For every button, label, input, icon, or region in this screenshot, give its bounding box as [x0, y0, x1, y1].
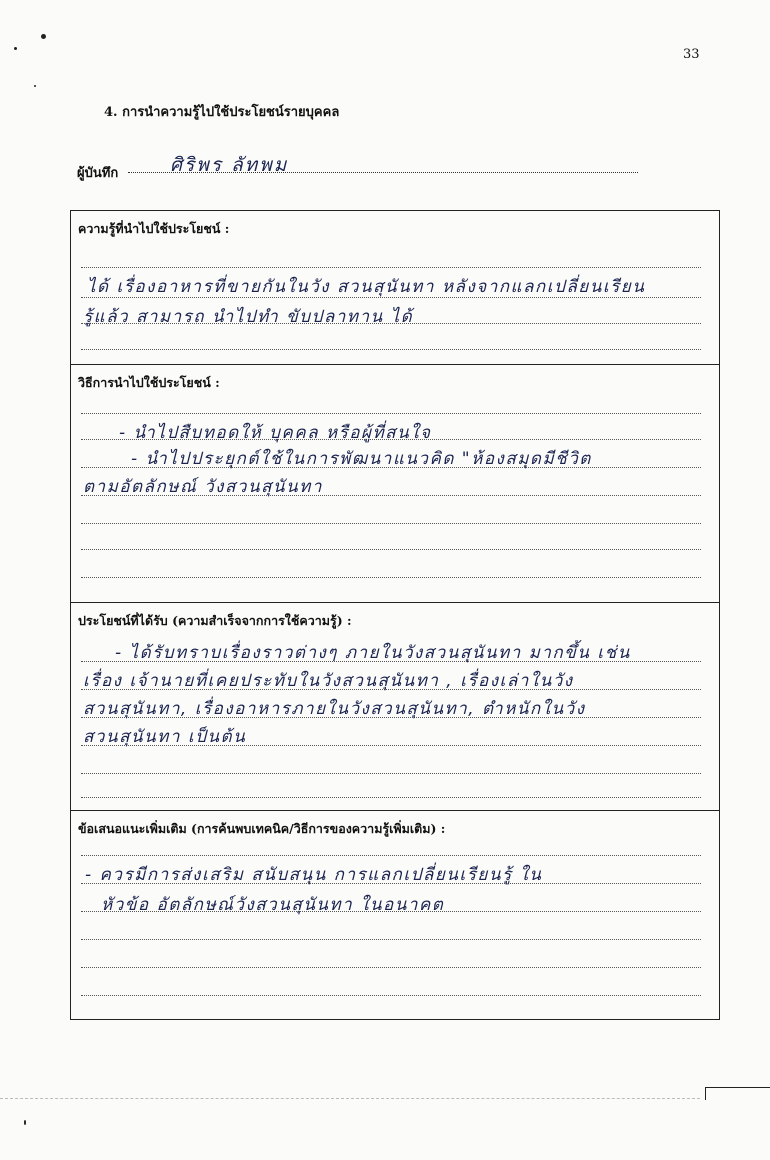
scan-speck — [14, 47, 17, 50]
recorder-label: ผู้บันทึก — [77, 166, 119, 181]
section-label: ประโยชน์ที่ได้รับ (ความสำเร็จจากการใช้ความรู้) : — [78, 613, 352, 628]
section-usage-method — [71, 365, 719, 603]
scan-speck — [24, 1120, 26, 1125]
handwritten-line: ได้ เรื่องอาหารที่ขายกันในวัง สวนสุนันทา หลังจากแลกเปลี่ยนเรียน — [87, 277, 646, 297]
dotted-line — [81, 967, 701, 968]
section-suggestions — [71, 811, 719, 1018]
scan-corner-mark — [705, 1087, 770, 1100]
handwritten-line: สวนสุนันทา, เรื่องอาหารภายในวังสวนสุนันทา, ตำหนักในวัง — [83, 699, 586, 719]
dotted-line — [81, 797, 701, 798]
recorder-name: ศิริพร ลัทพม — [170, 154, 289, 176]
handwritten-line: รู้แล้ว สามารถ นำไปทำ ขับปลาทาน ได้ — [83, 307, 414, 327]
dotted-line — [81, 267, 701, 268]
scan-edge-line — [0, 1098, 700, 1099]
scan-speck — [41, 34, 46, 39]
handwritten-line: - นำไปสืบทอดให้ บุคคล หรือผู้ที่สนใจ — [119, 423, 432, 443]
dotted-line — [81, 523, 701, 524]
section-label: วิธีการนำไปใช้ประโยชน์ : — [78, 375, 220, 390]
dotted-line — [81, 349, 701, 350]
handwritten-line: เรื่อง เจ้านายที่เคยประทับในวังสวนสุนันทา , เรื่องเล่าในวัง — [83, 671, 574, 691]
dotted-line — [81, 773, 701, 774]
section-label: ความรู้ที่นำไปใช้ประโยชน์ : — [78, 221, 230, 236]
dotted-line — [81, 413, 701, 414]
handwritten-line: สวนสุนันทา เป็นต้น — [83, 727, 247, 747]
page-number: 33 — [683, 47, 700, 62]
handwritten-line: - ควรมีการส่งเสริม สนับสนุน การแลกเปลี่ยนเรียนรู้ ใน — [85, 865, 543, 885]
knowledge-usage-form — [70, 210, 720, 1020]
section-knowledge-used — [71, 211, 719, 365]
handwritten-line: หัวข้อ อัตลักษณ์วังสวนสุนันทา ในอนาคต — [101, 895, 445, 915]
section-label: ข้อเสนอแนะเพิ่มเติม (การค้นพบเทคนิค/วิธีการของความรู้เพิ่มเติม) : — [78, 821, 446, 836]
handwritten-line: - ได้รับทราบเรื่องราวต่างๆ ภายในวังสวนสุนันทา มากขึ้น เช่น — [115, 643, 631, 663]
dotted-line — [81, 549, 701, 550]
dotted-line — [81, 995, 701, 996]
dotted-line — [81, 939, 701, 940]
dotted-line — [81, 577, 701, 578]
handwritten-line: - นำไปประยุกต์ใช้ในการพัฒนาแนวคิด "ห้องสมุดมีชีวิต — [131, 449, 592, 469]
dotted-line — [81, 855, 701, 856]
handwritten-line: ตามอัตลักษณ์ วังสวนสุนันทา — [83, 477, 323, 497]
scan-speck — [34, 85, 36, 87]
section-title: 4. การนำความรู้ไปใช้ประโยชน์รายบุคคล — [104, 105, 340, 120]
section-benefits — [71, 603, 719, 811]
